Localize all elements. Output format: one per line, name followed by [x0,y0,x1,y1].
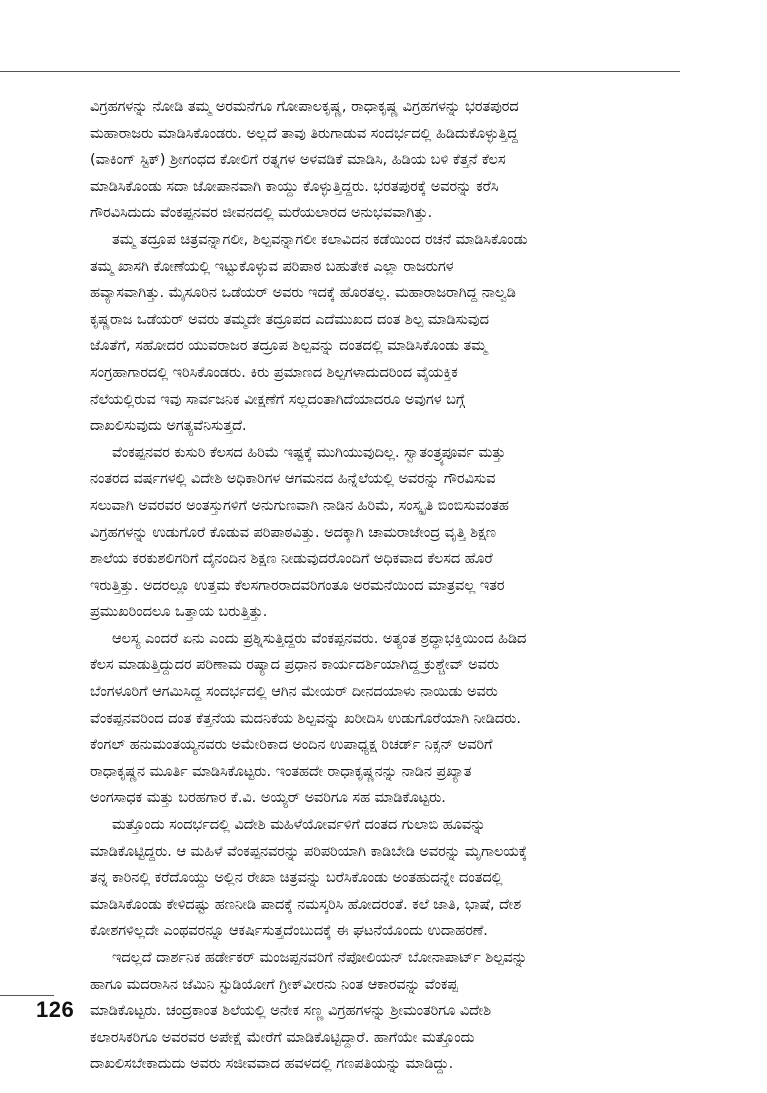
page-number: 126 [36,997,75,1022]
text-line: ವಿಗ್ರಹಗಳನ್ನು ಉಡುಗೊರೆ ಕೊಡುವ ಪರಿಪಾಠವಿತ್ತು. ಅದಕ್ಕಾಗಿ ಚಾಮರಾಜೇಂದ್ರ ವೃತ್ತಿ ಶಿಕ್ಷಣ [90,524,496,541]
text-line: ಮತ್ತೊಂದು ಸಂದರ್ಭದಲ್ಲಿ ವಿದೇಶಿ ಮಹಿಳೆಯೋರ್ವಳಿಗೆ ದಂತದ ಗುಲಾಬಿ ಹೂವನ್ನು [112,817,486,834]
text-line: ಇದಲ್ಲದೆ ದಾರ್ಶನಿಕ ಹರ್ಡೇಕರ್ ಮಂಜಪ್ಪನವರಿಗೆ ನೆಪೋಲಿಯನ್ ಬೋನಾಪಾರ್ಟ್ ಶಿಲ್ಪವನ್ನು [112,950,528,966]
text-line: ಸಂಗ್ರಹಾಗಾರದಲ್ಲಿ ಇರಿಸಿಕೊಂಡರು. ಕಿರು ಪ್ರಮಾಣದ ಶಿಲ್ಪಗಳಾದುದರಿಂದ ವೈಯಕ್ತಿಕ [90,364,458,381]
text-line: ವೆಂಕಪ್ಪನವರಿಂದ ದಂತ ಕೆತ್ತನೆಯ ಮದನಿಕೆಯ ಶಿಲ್ಪವನ್ನು ಖರೀದಿಸಿ ಉಡುಗೊರೆಯಾಗಿ ನೀಡಿದರು. [90,710,521,727]
text-line: ತಮ್ಮ ಖಾಸಗಿ ಕೋಣೆಯಲ್ಲಿ ಇಟ್ಟುಕೊಳ್ಳುವ ಪರಿಪಾಠ ಬಹುತೇಕ ಎಲ್ಲಾ ರಾಜರುಗಳ [90,258,454,275]
text-line: ನಂತರದ ವರ್ಷಗಳಲ್ಲಿ ವಿದೇಶಿ ಅಧಿಕಾರಿಗಳ ಆಗಮನದ ಹಿನ್ನೆಲೆಯಲ್ಲಿ ಅವರನ್ನು ಗೌರವಿಸುವ [90,471,496,488]
page-body-text [90,94,666,1078]
text-line: ಕೆಂಗಲ್ ಹನುಮಂತಯ್ಯನವರು ಅಮೇರಿಕಾದ ಅಂದಿನ ಉಪಾಧ್ಯಕ್ಷ ರಿಚರ್ಡ್ ನಿಕ್ಸನ್ ಅವರಿಗೆ [90,737,493,754]
text-line: ಮಾಡಿಕೊಟ್ಟರು. ಚಂದ್ರಕಾಂತ ಶಿಲೆಯಲ್ಲಿ ಅನೇಕ ಸಣ್ಣ ವಿಗ್ರಹಗಳನ್ನು ಶ್ರೀಮಂತರಿಗೂ ವಿದೇಶಿ [90,1003,492,1020]
text-line: ಆಲಸ್ಯ ಎಂದರೆ ಏನು ಎಂದು ಪ್ರಶ್ನಿಸುತ್ತಿದ್ದರು ವೆಂಕಪ್ಪನವರು. ಅತ್ಯಂತ ಶ್ರದ್ಧಾಭಕ್ತಿಯಿಂದ ಹಿಡಿದ [112,630,527,647]
text-line: ಕಲಾರಸಿಕರಿಗೂ ಅವರವರ ಅಪೇಕ್ಷೆ ಮೇರೆಗೆ ಮಾಡಿಕೊಟ್ಟಿದ್ದಾರೆ. ಹಾಗೆಯೇ ಮತ್ತೊಂದು [90,1029,475,1046]
text-line: ಹಾಗೂ ಮದರಾಸಿನ ಜೆಮಿನಿ ಸ್ಟುಡಿಯೋಗೆ ಗ್ರೀಕ್‌ವೀರನು ನಿಂತ ಆಕಾರವನ್ನು ವೆಂಕಪ್ಪ [90,976,458,993]
header-rule [0,71,680,72]
text-line: ಅಂಗಸಾಧಕ ಮತ್ತು ಬರಹಗಾರ ಕೆ.ವಿ. ಅಯ್ಯರ್ ಅವರಿಗೂ ಸಹ ಮಾಡಿಕೊಟ್ಟರು. [90,790,446,807]
text-line: ಜೊತೆಗೆ, ಸಹೋದರ ಯುವರಾಜರ ತದ್ರೂಪ ಶಿಲ್ಪವನ್ನು ದಂತದಲ್ಲಿ ಮಾಡಿಸಿಕೊಂಡು ತಮ್ಮ [90,338,487,355]
text-line: ದಾಖಲಿಸುವುದು ಅಗತ್ಯವೆನಿಸುತ್ತದೆ. [90,418,247,435]
text-line: ದಾಖಲಿಸಬೇಕಾದುದು ಅವರು ಸಜೀವವಾದ ಹವಳದಲ್ಲಿ ಗಣಪತಿಯನ್ನು ಮಾಡಿದ್ದು. [90,1056,454,1073]
text-line: ಕೋಶಗಳಿಲ್ಲದೇ ಎಂಥವರನ್ನೂ ಆಕರ್ಷಿಸುತ್ತದೆಂಬುದಕ್ಕೆ ಈ ಘಟನೆಯೊಂದು ಉದಾಹರಣೆ. [90,923,488,940]
text-line: ತಮ್ಮ ತದ್ರೂಪ ಚಿತ್ರವನ್ನಾಗಲೀ, ಶಿಲ್ಪವನ್ನಾಗಲೀ ಕಲಾವಿದನ ಕಡೆಯಿಂದ ರಚನೆ ಮಾಡಿಸಿಕೊಂಡು [112,231,528,248]
text-line: ಮಾಡಿಕೊಟ್ಟಿದ್ದರು. ಆ ಮಹಿಳೆ ವೆಂಕಪ್ಪನವರನ್ನು ಪರಿಪರಿಯಾಗಿ ಕಾಡಿಬೇಡಿ ಅವರನ್ನು ಮೃಗಾಲಯಕ್ಕೆ [90,843,528,860]
text-line: ನೆಲೆಯಲ್ಲಿರುವ ಇವು ಸಾರ್ವಜನಿಕ ವೀಕ್ಷಣೆಗೆ ಸಲ್ಲದಂತಾಗಿದೆಯಾದರೂ ಅವುಗಳ ಬಗ್ಗೆ [90,391,466,408]
text-line: ಮಹಾರಾಜರು ಮಾಡಿಸಿಕೊಂಡರು. ಅಲ್ಲದೆ ತಾವು ತಿರುಗಾಡುವ ಸಂದರ್ಭದಲ್ಲಿ ಹಿಡಿದುಕೊಳ್ಳುತ್ತಿದ್ದ [90,125,518,142]
text-line: ಇರುತ್ತಿತ್ತು. ಅದರಲ್ಲೂ ಉತ್ತಮ ಕೆಲಸಗಾರರಾದವರಿಗಂತೂ ಅರಮನೆಯಿಂದ ಮಾತ್ರವಲ್ಲ ಇತರ [90,577,505,594]
text-line: ತನ್ನ ಕಾರಿನಲ್ಲಿ ಕರೆದೊಯ್ದು ಅಲ್ಲಿನ ರೇಖಾ ಚಿತ್ರವನ್ನು ಬರೆಸಿಕೊಂಡು ಅಂತಹುದನ್ನೇ ದಂತದಲ್ಲಿ [90,870,503,887]
text-line: ಸಲುವಾಗಿ ಅವರವರ ಅಂತಸ್ತುಗಳಿಗೆ ಅನುಗುಣವಾಗಿ ನಾಡಿನ ಹಿರಿಮೆ, ಸಂಸ್ಕೃತಿ ಬಿಂಬಿಸುವಂತಹ [90,497,509,514]
text-line: ಬೆಂಗಳೂರಿಗೆ ಆಗಮಿಸಿದ್ದ ಸಂದರ್ಭದಲ್ಲಿ ಆಗಿನ ಮೇಯರ್ ದೀನದಯಾಳು ನಾಯಿಡು ಅವರು [90,684,498,701]
text-line: ವಿಗ್ರಹಗಳನ್ನು ನೋಡಿ ತಮ್ಮ ಅರಮನೆಗೂ ಗೋಪಾಲಕೃಷ್ಣ, ರಾಧಾಕೃಷ್ಣ ವಿಗ್ರಹಗಳನ್ನು ಭರತಪುರದ [90,99,519,115]
text-line: ಕೃಷ್ಣರಾಜ ಒಡೆಯರ್ ಅವರು ತಮ್ಮದೇ ತದ್ರೂಪದ ಎದೆಮುಖದ ದಂತ ಶಿಲ್ಪ ಮಾಡಿಸುವುದ [90,311,489,328]
text-line: ರಾಧಾಕೃಷ್ಣನ ಮೂರ್ತಿ ಮಾಡಿಸಿಕೊಟ್ಟರು. ಇಂತಹದೇ ರಾಧಾಕೃಷ್ಣನನ್ನು ನಾಡಿನ ಪ್ರಖ್ಯಾತ [90,763,472,780]
text-line: ಮಾಡಿಸಿಕೊಂಡು ಕೇಳಿದಷ್ಟು ಹಣನೀಡಿ ಪಾದಕ್ಕೆ ನಮಸ್ಕರಿಸಿ ಹೋದರಂತೆ. ಕಲೆ ಜಾತಿ, ಭಾಷೆ, ದೇಶ [90,896,522,913]
text-line: ವೆಂಕಪ್ಪನವರ ಕುಸುರಿ ಕೆಲಸದ ಹಿರಿಮೆ ಇಷ್ಟಕ್ಕೆ ಮುಗಿಯುವುದಿಲ್ಲ. ಸ್ವಾತಂತ್ರ್ಯಪೂರ್ವ ಮತ್ತು [112,444,506,461]
text-line: ಶಾಲೆಯ ಕರಕುಶಲಿಗರಿಗೆ ದೈನಂದಿನ ಶಿಕ್ಷಣ ನೀಡುವುದರೊಂದಿಗೆ ಅಧಿಕವಾದ ಕೆಲಸದ ಹೊರೆ [90,551,493,568]
text-line: ಗೌರವಿಸಿದುದು ವೆಂಕಪ್ಪನವರ ಜೀವನದಲ್ಲಿ ಮರೆಯಲಾರದ ಅನುಭವವಾಗಿತ್ತು. [90,205,433,222]
text-line: ಕೆಲಸ ಮಾಡುತ್ತಿದ್ದುದರ ಪರಿಣಾಮ ರಷ್ಯಾದ ಪ್ರಧಾನ ಕಾರ್ಯದರ್ಶಿಯಾಗಿದ್ದ ಕ್ರುಶ್ಚೇವ್ ಅವರು [90,657,500,674]
text-line: ಪ್ರಮುಖರಿಂದಲೂ ಒತ್ತಾಯ ಬರುತ್ತಿತ್ತು. [90,604,268,621]
text-line: ಮಾಡಿಸಿಕೊಂಡು ಸದಾ ಜೋಪಾನವಾಗಿ ಕಾಯ್ದು ಕೊಳ್ಳುತ್ತಿದ್ದರು. ಭರತಪುರಕ್ಕೆ ಅವರನ್ನು ಕರೆಸಿ [90,178,499,195]
text-line: (ವಾಕಿಂಗ್ ಸ್ಟಿಕ್) ಶ್ರೀಗಂಧದ ಕೋಲಿಗೆ ರತ್ನಗಳ ಅಳವಡಿಕೆ ಮಾಡಿಸಿ, ಹಿಡಿಯ ಬಳಿ ಕೆತ್ತನೆ ಕೆಲಸ [90,152,506,169]
text-line: ಹವ್ಯಾಸವಾಗಿತ್ತು. ಮೈಸೂರಿನ ಒಡೆಯರ್ ಅವರು ಇದಕ್ಕೆ ಹೊರತಲ್ಲ. ಮಹಾರಾಜರಾಗಿದ್ದ ನಾಲ್ವಡಿ [90,285,516,302]
footer-rule [0,995,54,996]
